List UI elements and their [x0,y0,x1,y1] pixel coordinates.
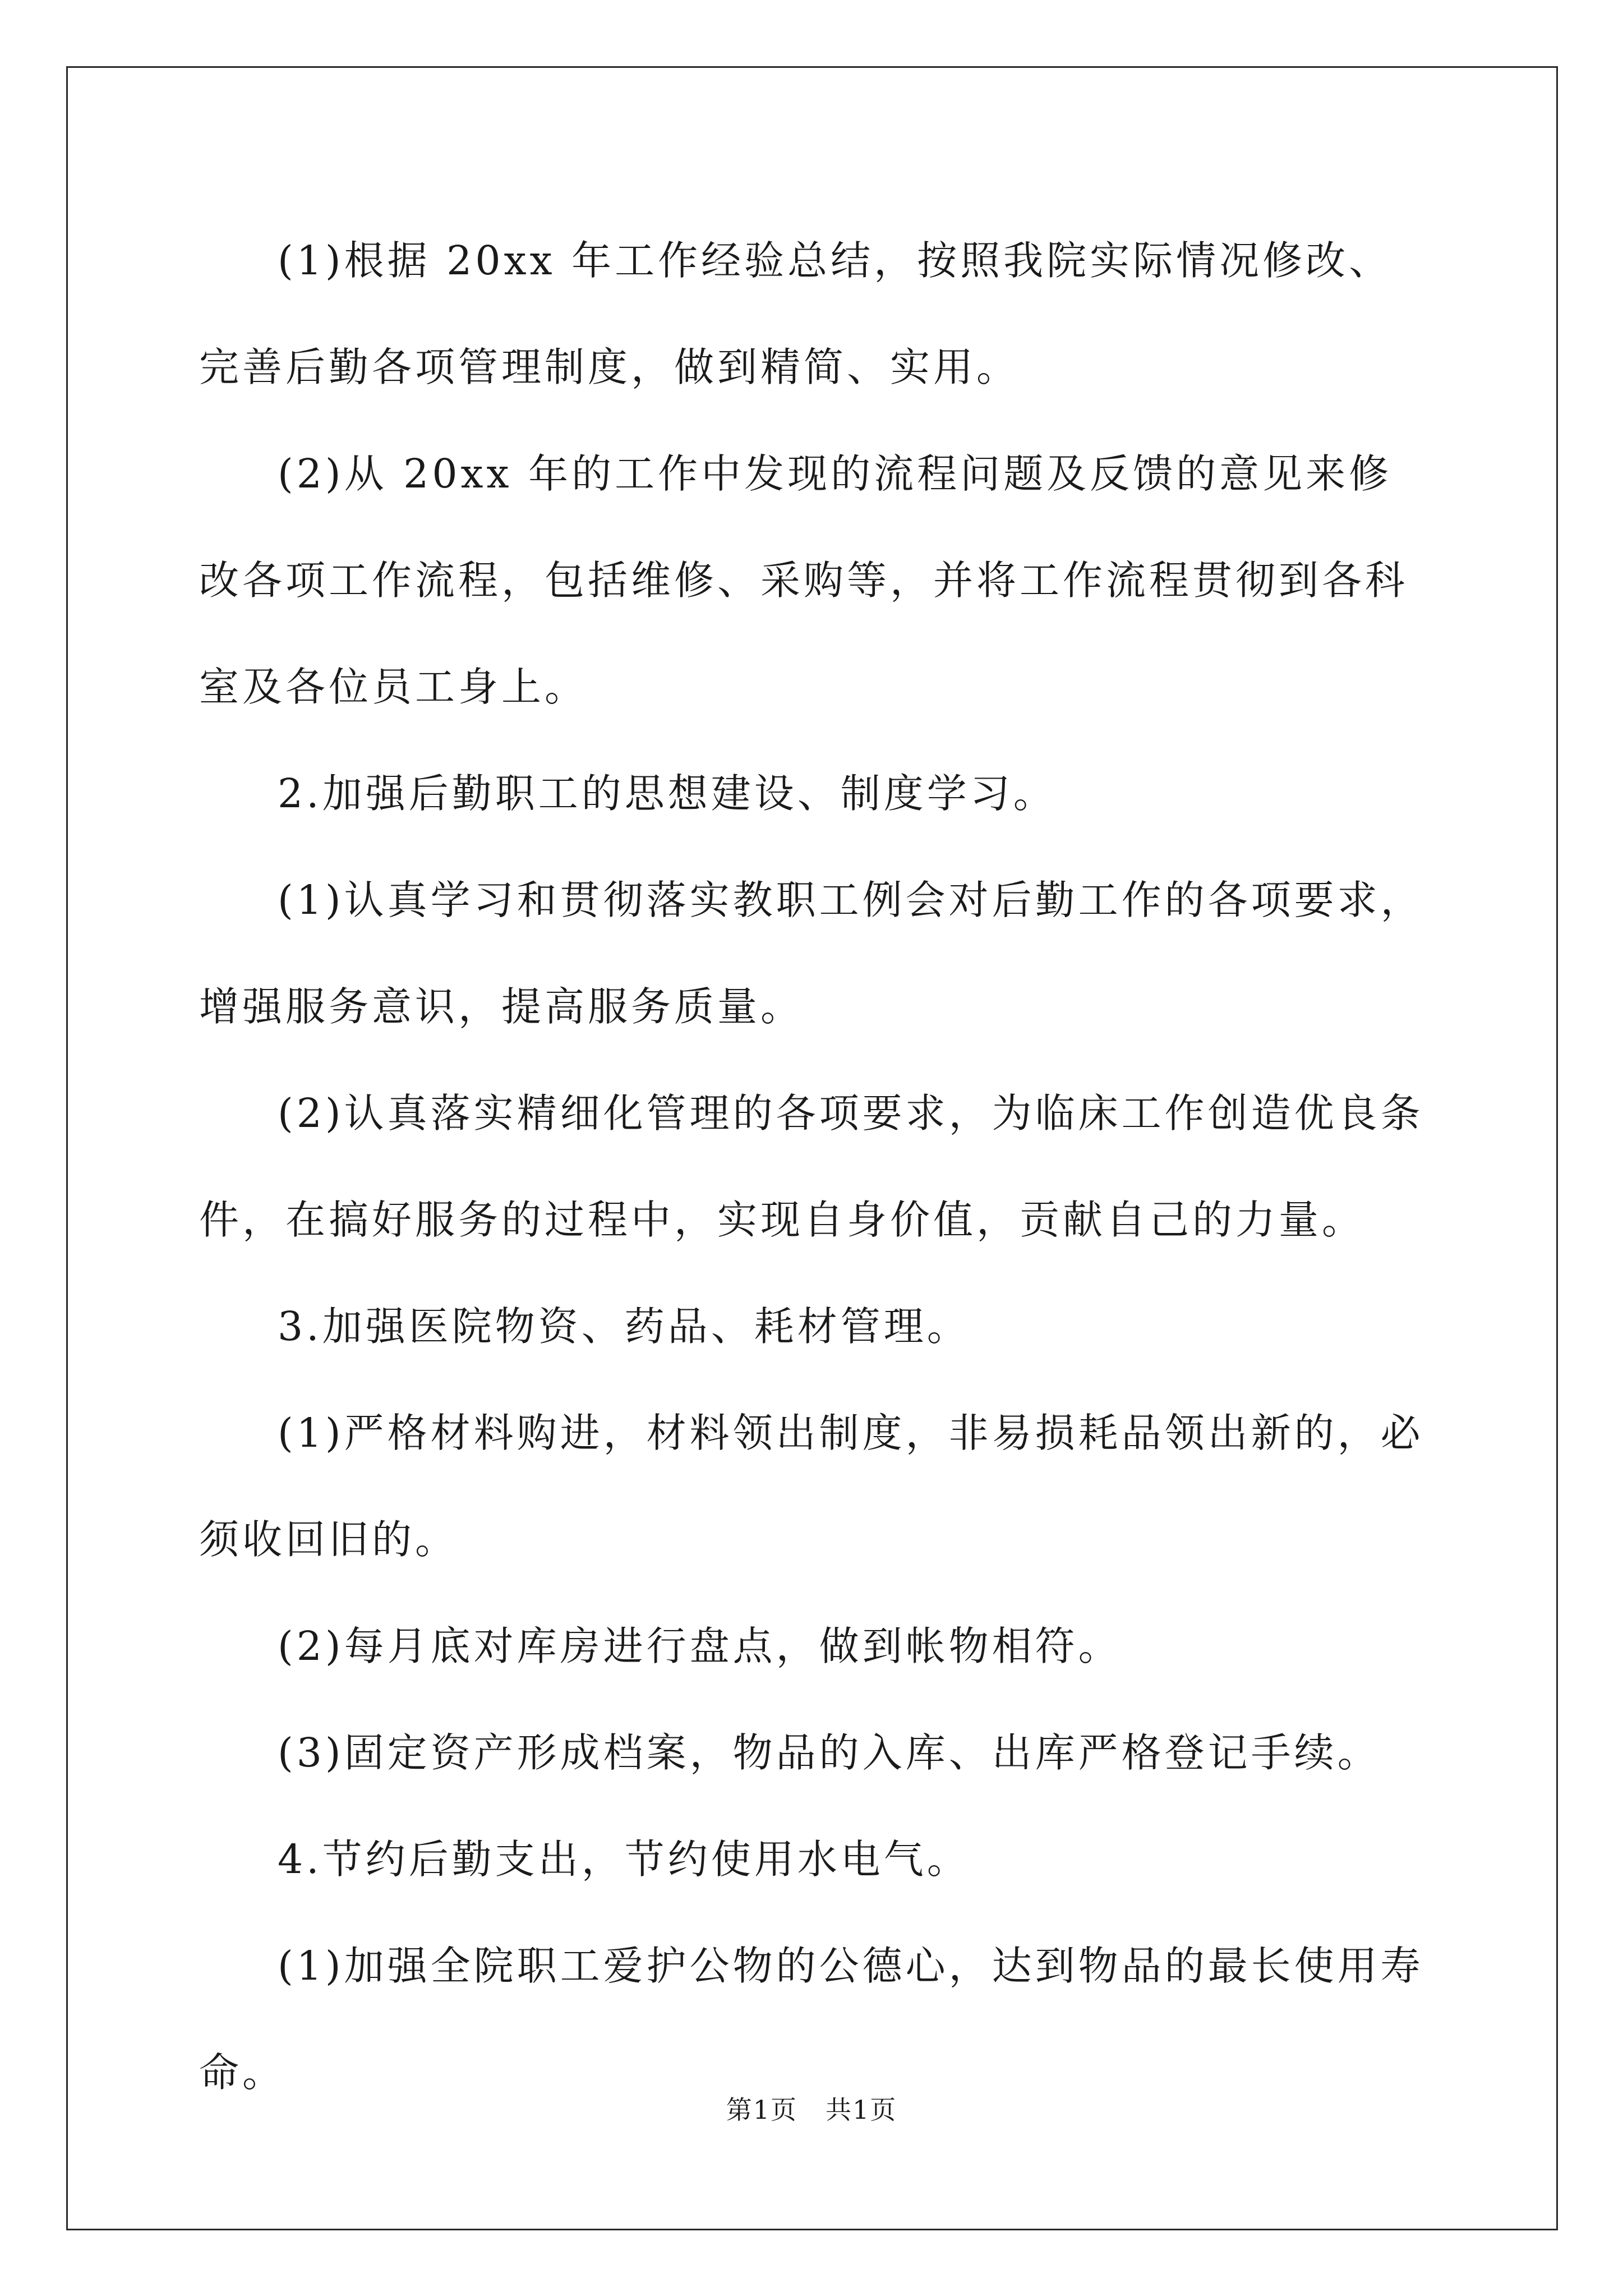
document-body [199,208,1427,2126]
page-number: 第1页 [726,2095,797,2125]
paragraph-1: (1)根据 20xx 年工作经验总结，按照我院实际情况修改、完善后勤各项管理制度，做到精简、实用。 [199,237,1393,390]
paragraph-11: (1)加强全院职工爱护公物的公德心，达到物品的最长使用寿命。 [199,1943,1424,2096]
paragraph-3: 2.加强后勤职工的思想建设、制度学习。 [278,770,1057,817]
paragraph-6: 3.加强医院物资、药品、耗材管理。 [278,1303,970,1350]
page-footer [0,2090,1623,2127]
paragraph-2: (2)从 20xx 年的工作中发现的流程问题及反馈的意见来修改各项工作流程，包括维修、采购等，并将工作流程贯彻到各科室及各位员工身上。 [199,450,1409,710]
page-total: 共1页 [826,2095,897,2125]
paragraph-9: (3)固定资产形成档案，物品的入库、出库严格登记手续。 [278,1729,1381,1776]
paragraph-8: (2)每月底对库房进行盘点，做到帐物相符。 [278,1623,1122,1669]
paragraph-5: (2)认真落实精细化管理的各项要求，为临床工作创造优良条件，在搞好服务的过程中，实现自身价值，贡献自己的力量。 [199,1090,1424,1243]
paragraph-7: (1)严格材料购进，材料领出制度，非易损耗品领出新的，必须收回旧的。 [199,1410,1424,1563]
paragraph-10: 4.节约后勤支出，节约使用水电气。 [278,1836,970,1883]
paragraph-4: (1)认真学习和贯彻落实教职工例会对后勤工作的各项要求，增强服务意识，提高服务质量。 [199,877,1424,1030]
